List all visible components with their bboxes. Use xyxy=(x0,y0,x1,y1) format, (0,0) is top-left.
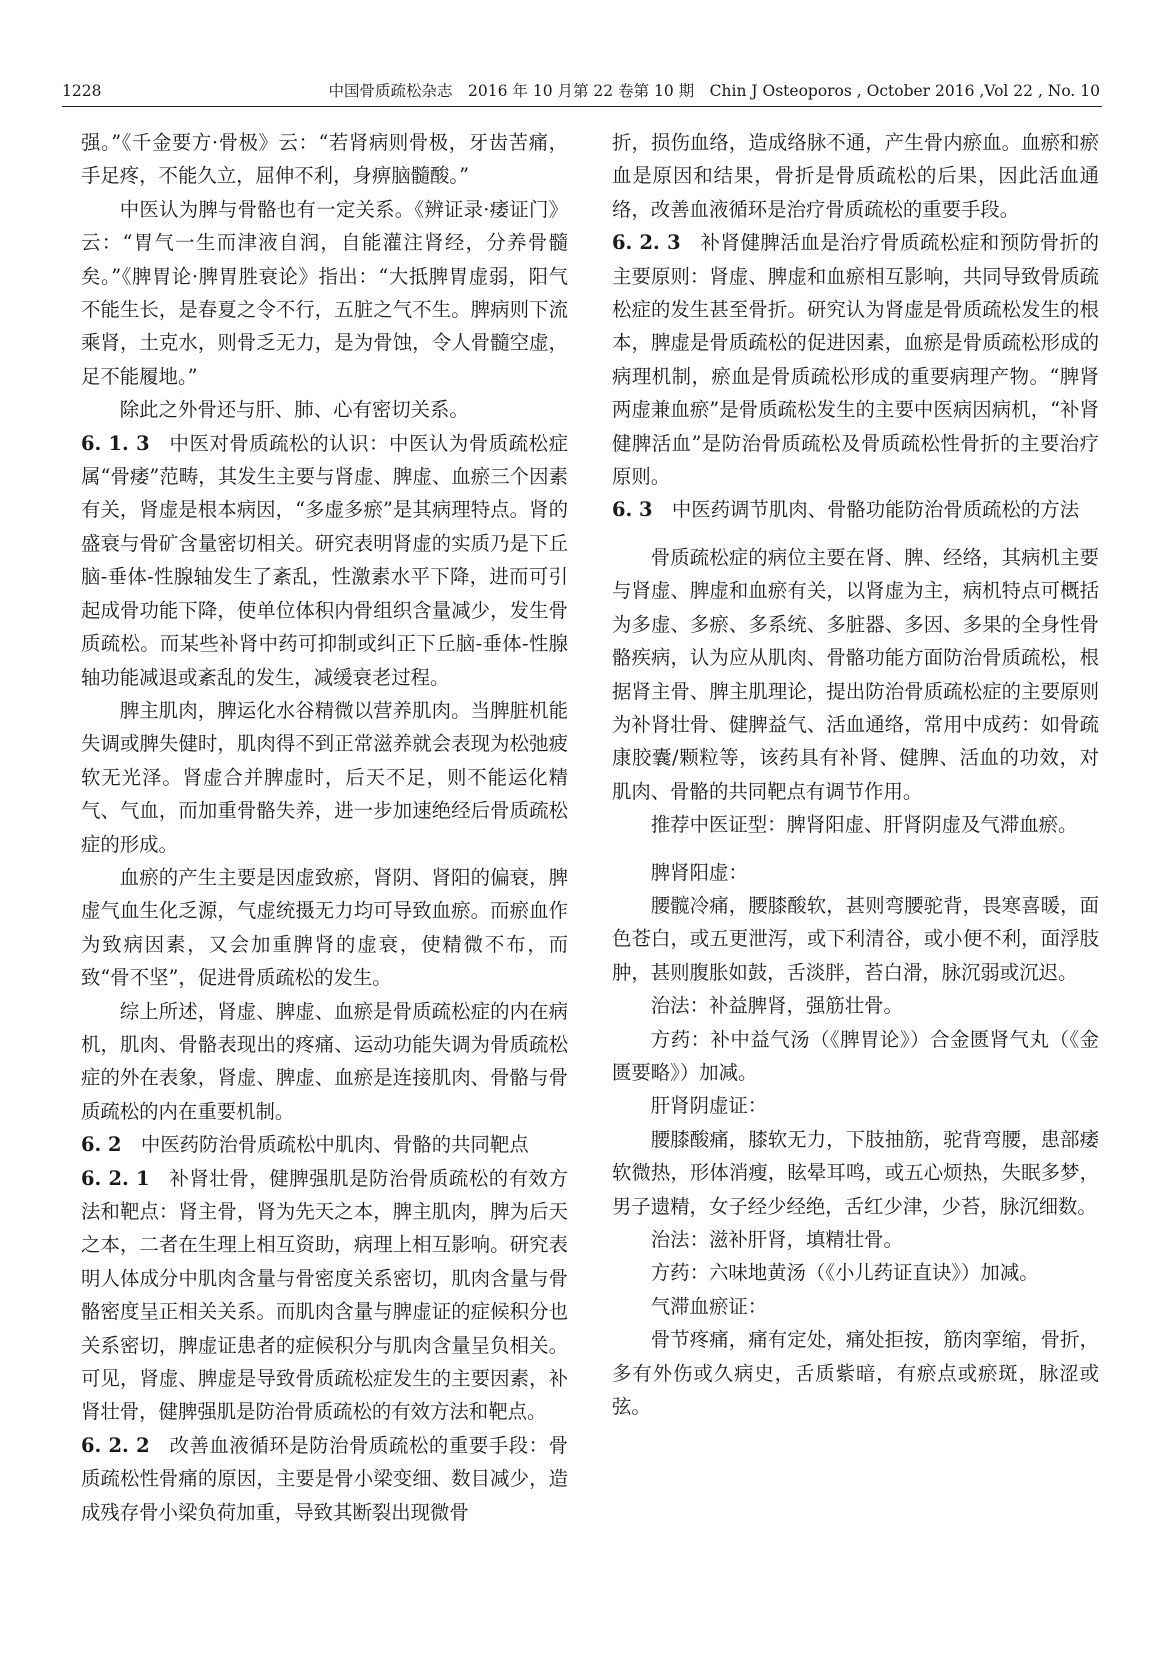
body-paragraph: 方药：六味地黄汤（《小儿药证直诀》）加减。 xyxy=(650,1261,1039,1285)
body-paragraph: 推荐中医证型：脾肾阳虚、肝肾阴虚及气滞血瘀。 xyxy=(650,813,1078,837)
section-number: 6. 2. 3 xyxy=(612,231,681,255)
section-text: 改善血液循环是防治骨质疏松的重要手段：骨质疏松性骨痛的原因，主要是骨小梁变细、数目减少，造成残存骨小梁负荷加重，导致其断裂出现微骨 xyxy=(81,1433,569,1524)
section-number: 6. 1. 3 xyxy=(81,431,150,455)
body-paragraph: 综上所述，肾虚、脾虚、血瘀是骨质疏松症的内在病机，肌肉、骨骼表现出的疼痛、运动功能失调为骨质疏松症的外在表象，肾虚、脾虚、血瘀是连接肌肉、骨骼与骨质疏松的内在重要机制。 xyxy=(81,999,568,1123)
section-text: 补肾壮骨，健脾强肌是防治骨质疏松的有效方法和靶点：肾主骨，肾为先天之本，脾主肌肉，脾为后天之本，二者在生理上相互资助，病理上相互影响。研究表明人体成分中肌肉含量与骨密度关系密切，肌肉含量与骨骼密度呈正相关关系。而肌肉含量与脾虚证的症候积分也关系密切，脾虚证患者的症候积分与肌肉含量呈负相关。可见，肾虚、脾虚是导致骨质疏松症发生的主要因素，补肾壮骨，健脾强肌是防治骨质疏松的有效方法和靶点。 xyxy=(81,1166,569,1424)
left-column xyxy=(81,126,568,1529)
body-paragraph: 骨节疼痛，痛有定处，痛处拒按，筋肉挛缩，骨折，多有外伤或久病史，舌质紫暗，有瘀点或瘀斑，脉涩或弦。 xyxy=(612,1328,1099,1419)
body-paragraph: 强。”《千金要方·骨极》云：“若肾病则骨极，牙齿苦痛，手足疼，不能久立，屈伸不利，身痹脑髓酸。” xyxy=(81,131,568,188)
body-paragraph: 脾肾阳虚： xyxy=(650,860,748,884)
body-paragraph: 腰膝酸痛，膝软无力，下肢抽筋，驼背弯腰，患部痿软微热，形体消瘦，眩晕耳鸣，或五心烦热，失眠多梦，男子遗精，女子经少经绝，舌红少津，少苔，脉沉细数。 xyxy=(612,1127,1099,1218)
body-paragraph: 血瘀的产生主要是因虚致瘀，肾阴、肾阳的偏衰，脾虚气血生化乏源，气虚统摄无力均可导致血瘀。而瘀血作为致病因素，又会加重脾肾的虚衰，使精微不布，而致“骨不坚”，促进骨质疏松的发生。 xyxy=(81,865,568,990)
section-number: 6. 2. 1 xyxy=(81,1166,150,1190)
section-paragraph xyxy=(81,427,568,694)
body-paragraph: 中医认为脾与骨骼也有一定关系。《辨证录·痿证门》云：“胃气一生而津液自润，自能灌注肾经，分养骨髓矣。”《脾胃论·脾胃胜衰论》指出：“大抵脾胃虚弱，阳气不能生长，是春夏之令不行，五脏之气不生。脾病则下流乘肾，土克水，则骨乏无力，是为骨蚀，令人骨髓空虚，足不能履地。” xyxy=(81,197,568,388)
section-number: 6. 2. 2 xyxy=(81,1433,150,1457)
body-paragraph: 气滞血瘀证： xyxy=(650,1294,768,1318)
section-text: 中医药防治骨质疏松中肌肉、骨骼的共同靶点 xyxy=(140,1133,529,1157)
journal-citation: 中国骨质疏松杂志 2016 年 10 月第 22 卷第 10 期 Chin J Osteoporos , October 2016 ,Vol 22 , No. 10 xyxy=(328,82,1100,100)
section-paragraph xyxy=(612,226,1099,493)
paragraph-gap xyxy=(612,842,1099,856)
section-paragraph xyxy=(81,1128,568,1161)
body-paragraph: 折，损伤血络，造成络脉不通，产生骨内瘀血。血瘀和瘀血是原因和结果，骨折是骨质疏松的后果，因此活血通络，改善血液循环是治疗骨质疏松的重要手段。 xyxy=(612,131,1099,221)
right-column xyxy=(612,126,1099,1423)
body-paragraph: 肝肾阴虚证： xyxy=(650,1094,768,1118)
body-paragraph: 治法：滋补肝肾，填精壮骨。 xyxy=(650,1228,903,1251)
page-number: 1228 xyxy=(62,82,102,100)
section-text: 中医药调节肌肉、骨骼功能防治骨质疏松的方法 xyxy=(671,498,1080,522)
header-rule xyxy=(62,106,1102,107)
running-header xyxy=(62,80,1100,102)
body-paragraph: 脾主肌肉，脾运化水谷精微以营养肌肉。当脾脏机能失调或脾失健时，肌肉得不到正常滋养就会表现为松弛疲软无光泽。肾虚合并脾虚时，后天不足，则不能运化精气、气血，而加重骨骼失养，进一步加速绝经后骨质疏松症的形成。 xyxy=(81,698,568,856)
body-paragraph: 除此之外骨还与肝、肺、心有密切关系。 xyxy=(119,398,469,422)
section-number: 6. 3 xyxy=(612,498,653,522)
section-paragraph xyxy=(612,493,1099,526)
body-paragraph: 腰髋冷痛，腰膝酸软，甚则弯腰驼背，畏寒喜暖，面色苍白，或五更泄泻，或下利清谷，或小便不利，面浮肢肿，甚则腹胀如鼓，舌淡胖，苔白滑，脉沉弱或沉迟。 xyxy=(612,893,1099,984)
body-paragraph: 方药：补中益气汤（《脾胃论》）合金匮肾气丸（《金匮要略》）加减。 xyxy=(612,1027,1099,1084)
section-paragraph xyxy=(81,1429,568,1529)
section-number: 6. 2 xyxy=(81,1133,122,1157)
paragraph-gap xyxy=(612,527,1099,541)
section-text: 中医对骨质疏松的认识：中医认为骨质疏松症属“骨痿”范畴，其发生主要与肾虚、脾虚、血瘀三个因素有关，肾虚是根本病因，“多虚多瘀”是其病理特点。肾的盛衰与骨矿含量密切相关。研究表明肾虚的实质乃是下丘脑-垂体-性腺轴发生了紊乱，性激素水平下降，进而可引起成骨功能下降，使单位体积内骨组织含量减少，发生骨质疏松。而某些补肾中药可抑制或纠正下丘脑-垂体-性腺轴功能减退或紊乱的发生，减缓衰老过程。 xyxy=(81,431,569,689)
section-text: 补肾健脾活血是治疗骨质疏松症和预防骨折的主要原则：肾虚、脾虚和血瘀相互影响，共同导致骨质疏松症的发生甚至骨折。研究认为肾虚是骨质疏松发生的根本，脾虚是骨质疏松的促进因素，血瘀是骨质疏松形成的病理机制，瘀血是骨质疏松形成的重要病理产物。“脾肾两虚兼血瘀”是骨质疏松发生的主要中医病因病机，“补肾健脾活血”是防治骨质疏松及骨质疏松性骨折的主要治疗原则。 xyxy=(612,231,1100,489)
body-paragraph: 骨质疏松症的病位主要在肾、脾、经络，其病机主要与肾虚、脾虚和血瘀有关，以肾虚为主，病机特点可概括为多虚、多瘀、多系统、多脏器、多因、多果的全身性骨骼疾病，认为应从肌肉、骨骼功能方面防治骨质疏松，根据肾主骨、脾主肌理论，提出防治骨质疏松症的主要原则为补肾壮骨、健脾益气、活血通络，常用中成药：如骨疏康胶囊/颗粒等，该药具有补肾、健脾、活血的功效，对肌肉、骨骼的共同靶点有调节作用。 xyxy=(612,545,1099,803)
body-paragraph: 治法：补益脾肾，强筋壮骨。 xyxy=(650,994,903,1018)
section-paragraph xyxy=(81,1162,568,1429)
